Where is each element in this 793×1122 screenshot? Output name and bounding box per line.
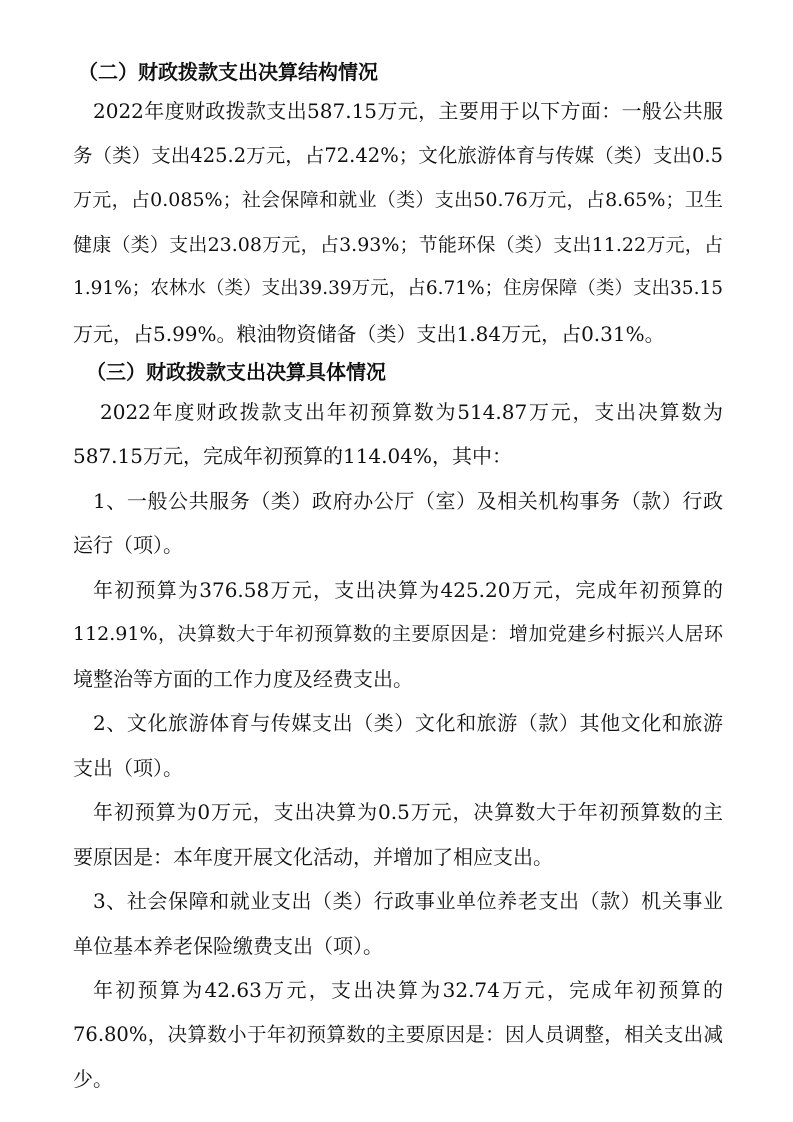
structure-paragraph-line-4: 健康（类）支出23.08万元，占3.93%；节能环保（类）支出11.22万元，占 (73, 234, 723, 256)
item2-title-line-1: 2、文化旅游体育与传媒支出（类）文化和旅游（款）其他文化和旅游 (93, 711, 723, 735)
item1-title-line-1: 1、一般公共服务（类）政府办公厅（室）及相关机构事务（款）行政 (93, 489, 723, 513)
item3-title-line-2: 单位基本养老保险缴费支出（项）。 (73, 934, 383, 958)
detail-intro-line-2: 587.15万元，完成年初预算的114.04%，其中： (73, 444, 512, 468)
item2-detail-line-2: 要原因是：本年度开展文化活动，并增加了相应支出。 (73, 845, 553, 869)
item3-title-line-1: 3、社会保障和就业支出（类）行政事业单位养老支出（款）机关事业 (93, 889, 723, 913)
structure-paragraph-line-3: 万元，占0.085%；社会保障和就业（类）支出50.76万元，占8.65%；卫生 (73, 189, 723, 211)
item2-detail-line-1: 年初预算为0万元，支出决算为0.5万元，决算数大于年初预算数的主 (93, 800, 723, 824)
detail-intro-line-1: 2022年度财政拨款支出年初预算数为514.87万元，支出决算数为 (100, 400, 723, 424)
structure-paragraph-line-2: 务（类）支出425.2万元，占72.42%；文化旅游体育与传媒（类）支出0.5 (73, 144, 723, 167)
item1-detail-line-1: 年初预算为376.58万元，支出决算为425.20万元，完成年初预算的 (93, 578, 723, 602)
item2-title-line-2: 支出（项）。 (73, 756, 183, 780)
section-heading-detail: （三）财政拨款支出决算具体情况 (86, 360, 386, 384)
item3-detail-line-3: 少。 (73, 1067, 113, 1091)
item1-detail-line-3: 境整治等方面的工作力度及经费支出。 (73, 667, 413, 691)
item3-detail-line-2: 76.80%，决算数小于年初预算数的主要原因是：因人员调整，相关支出减 (73, 1023, 723, 1046)
item3-detail-line-1: 年初预算为42.63万元，支出决算为32.74万元，完成年初预算的 (93, 978, 723, 1002)
structure-paragraph-line-6: 万元，占5.99%。粮油物资储备（类）支出1.84万元，占0.31%。 (73, 322, 665, 346)
structure-paragraph-line-5: 1.91%；农林水（类）支出39.39万元，占6.71%；住房保障（类）支出35.15 (73, 278, 723, 299)
structure-paragraph-line-1: 2022年度财政拨款支出587.15万元，主要用于以下方面：一般公共服 (93, 99, 723, 123)
section-heading-structure: （二）财政拨款支出决算结构情况 (78, 60, 378, 84)
item1-title-line-2: 运行（项）。 (73, 533, 183, 557)
item1-detail-line-2: 112.91%，决算数大于年初预算数的主要原因是：增加党建乡村振兴人居环 (73, 623, 723, 645)
